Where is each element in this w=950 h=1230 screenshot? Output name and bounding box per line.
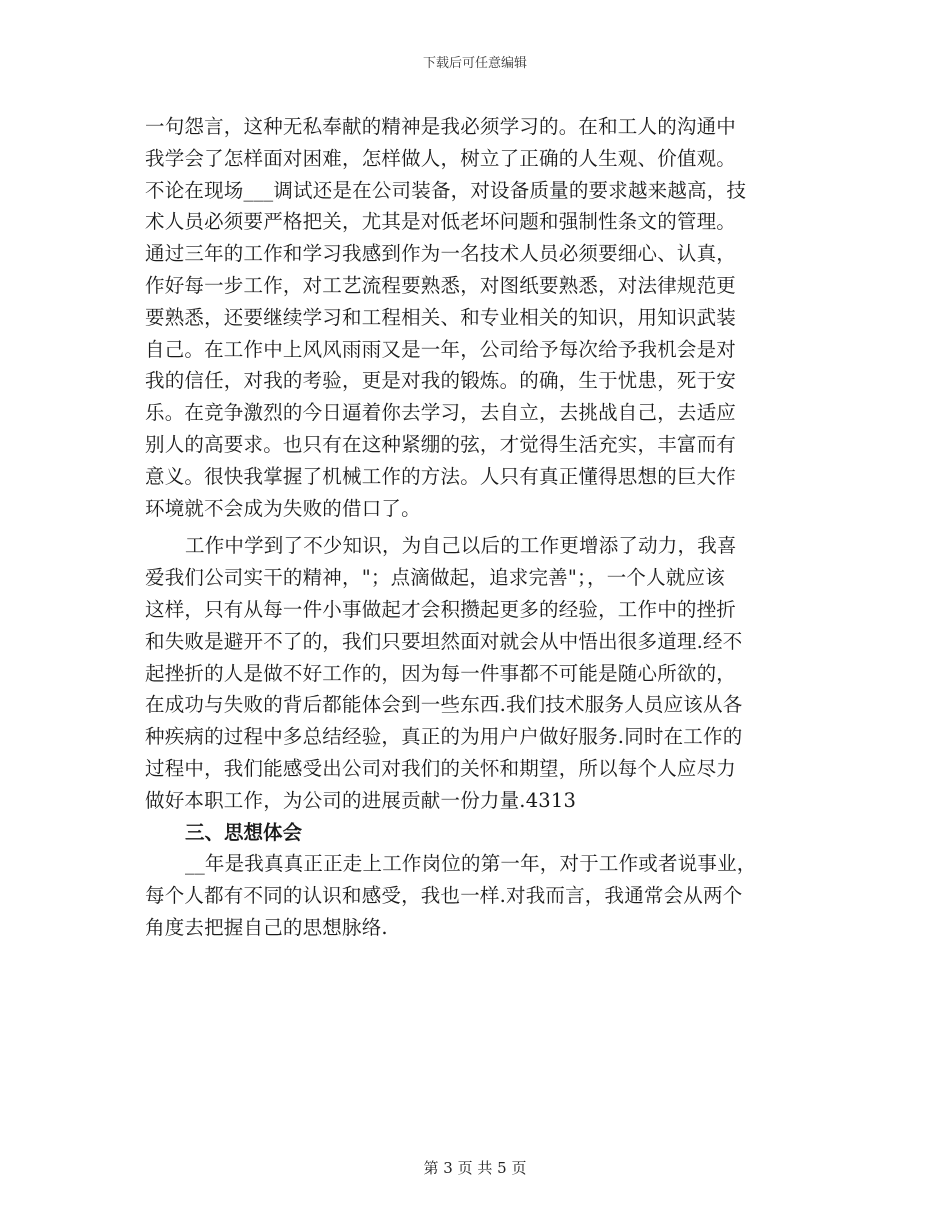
paragraph-line: 做好本职工作，为公司的进展贡献一份力量.4313 <box>145 788 577 812</box>
paragraph-line: 我的信任，对我的考验，更是对我的锻炼。的确，生于忧患，死于安 <box>145 369 737 393</box>
paragraph-line: 爱我们公司实干的精神，"；点滴做起，追求完善"；，一个人就应该 <box>145 566 725 590</box>
paragraph-1 <box>145 111 805 524</box>
paragraph-line: 要熟悉，还要继续学习和工程相关、和专业相关的知识，用知识武装 <box>145 305 737 329</box>
page-number-footer: 第 3 页 共 5 页 <box>423 1159 527 1177</box>
paragraph-line: __年是我真真正正走上工作岗位的第一年，对于工作或者说事业， <box>185 852 757 876</box>
paragraph-3 <box>145 848 805 943</box>
paragraph-line: 和失败是避开不了的，我们只要坦然面对就会从中悟出很多道理.经不 <box>145 629 743 653</box>
paragraph-line: 不论在现场___调试还是在公司装备，对设备质量的要求越来越高，技 <box>145 178 747 202</box>
paragraph-line: 作好每一步工作，对工艺流程要熟悉，对图纸要熟悉，对法律规范更 <box>145 273 737 297</box>
document-body <box>145 111 805 944</box>
section-heading: 三、思想体会 <box>185 820 303 844</box>
paragraph-line: 通过三年的工作和学习我感到作为一名技术人员必须要细心、认真， <box>145 242 737 266</box>
paragraph-line: 环境就不会成为失败的借口了。 <box>145 496 421 520</box>
paragraph-line: 在成功与失败的背后都能体会到一些东西.我们技术服务人员应该从各 <box>145 693 743 717</box>
paragraph-line: 自己。在工作中上风风雨雨又是一年，公司给予每次给予我机会是对 <box>145 337 737 361</box>
paragraph-line: 一句怨言，这种无私奉献的精神是我必须学习的。在和工人的沟通中 <box>145 115 737 138</box>
paragraph-line: 意义。很快我掌握了机械工作的方法。人只有真正懂得思想的巨大作 <box>145 464 737 488</box>
paragraph-line: 我学会了怎样面对困难，怎样做人，树立了正确的人生观、价值观。 <box>145 146 737 170</box>
paragraph-2 <box>145 530 805 816</box>
paragraph-line: 起挫折的人是做不好工作的，因为每一件事都不可能是随心所欲的， <box>145 661 737 685</box>
paragraph-line: 过程中，我们能感受出公司对我们的关怀和期望，所以每个人应尽力 <box>145 756 737 780</box>
paragraph-line: 术人员必须要严格把关，尤其是对低老坏问题和强制性条文的管理。 <box>145 210 737 234</box>
paragraph-line: 别人的高要求。也只有在这种紧绷的弦，才觉得生活充实，丰富而有 <box>145 432 737 456</box>
page-header: 下载后可任意编辑 <box>422 56 527 71</box>
paragraph-line: 工作中学到了不少知识，为自己以后的工作更增添了动力，我喜 <box>185 534 737 558</box>
paragraph-line: 乐。在竞争激烈的今日逼着你去学习，去自立，去挑战自己，去适应 <box>145 401 737 425</box>
paragraph-line: 这样，只有从每一件小事做起才会积攒起更多的经验，工作中的挫折 <box>145 597 737 621</box>
paragraph-line: 角度去把握自己的思想脉络. <box>145 915 388 939</box>
paragraph-line: 每个人都有不同的认识和感受，我也一样.对我而言，我通常会从两个 <box>145 884 743 908</box>
paragraph-line: 种疾病的过程中多总结经验，真正的为用户户做好服务.同时在工作的 <box>145 725 743 749</box>
